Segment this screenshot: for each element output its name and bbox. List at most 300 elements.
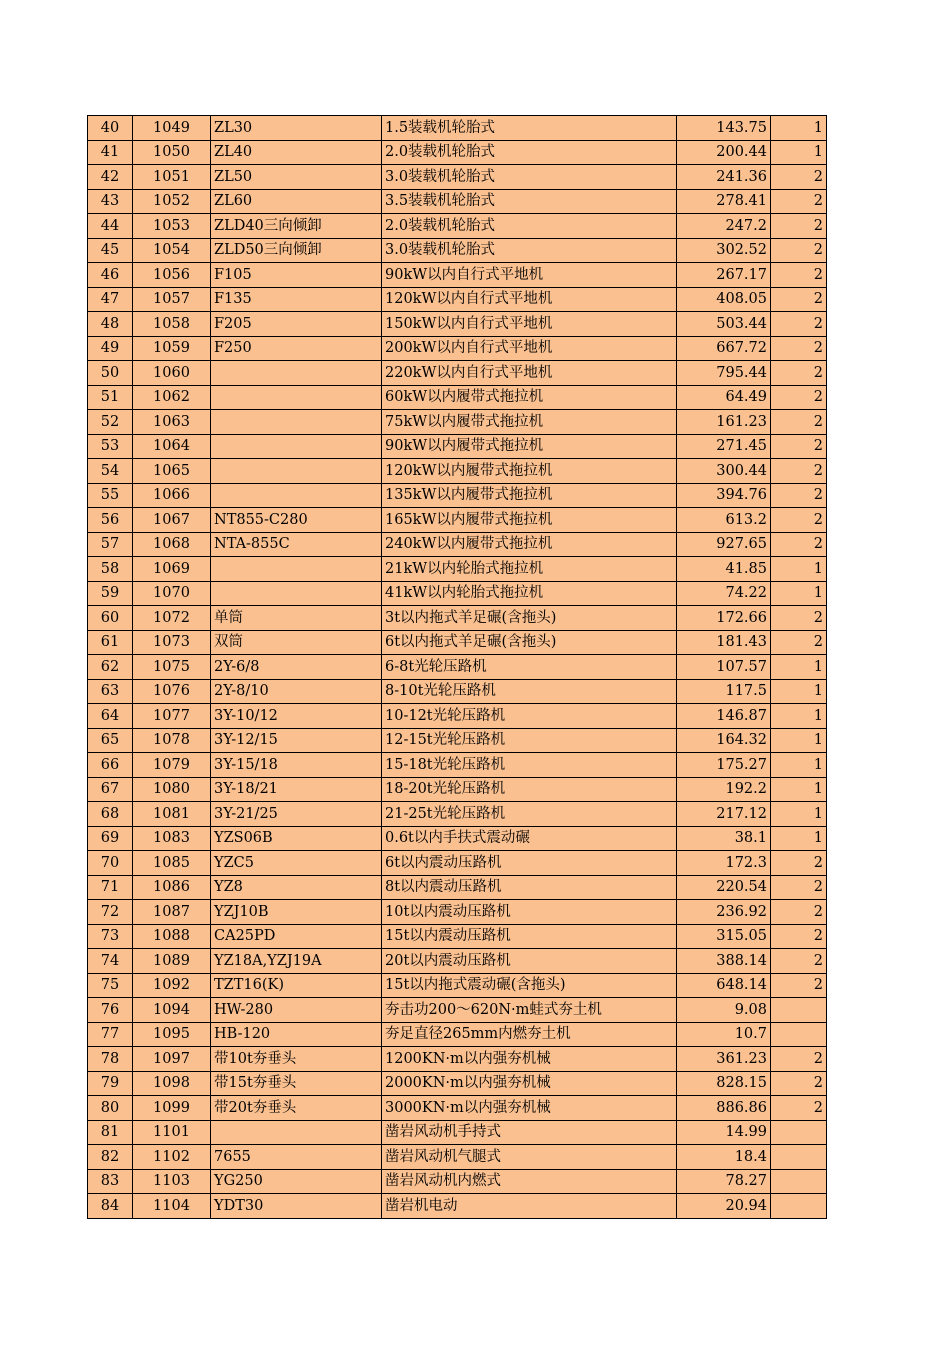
price-cell: 278.41	[677, 189, 771, 214]
code-cell: 1102	[133, 1145, 211, 1170]
machine-name-cell: 90kW以内自行式平地机	[382, 263, 677, 288]
code-cell: 1063	[133, 410, 211, 435]
model-cell: YZ18A,YZJ19A	[211, 949, 382, 974]
class-cell: 1	[771, 753, 827, 778]
class-cell	[771, 1145, 827, 1170]
class-cell: 1	[771, 802, 827, 827]
model-cell: TZT16(K)	[211, 973, 382, 998]
price-cell: 192.2	[677, 777, 771, 802]
machine-name-cell: 凿岩风动机手持式	[382, 1120, 677, 1145]
class-cell: 2	[771, 900, 827, 925]
code-cell: 1056	[133, 263, 211, 288]
price-cell: 10.7	[677, 1022, 771, 1047]
model-cell	[211, 483, 382, 508]
code-cell: 1079	[133, 753, 211, 778]
model-cell: 3Y-21/25	[211, 802, 382, 827]
class-cell: 1	[771, 116, 827, 141]
row-number-cell: 69	[88, 826, 133, 851]
class-cell: 2	[771, 875, 827, 900]
price-cell: 181.43	[677, 630, 771, 655]
class-cell: 2	[771, 924, 827, 949]
table-row	[88, 949, 827, 974]
table-row	[88, 1071, 827, 1096]
machine-name-cell: 12-15t光轮压路机	[382, 728, 677, 753]
table-row	[88, 973, 827, 998]
class-cell: 2	[771, 1096, 827, 1121]
table-row	[88, 410, 827, 435]
machine-name-cell: 6t以内拖式羊足碾(含拖头)	[382, 630, 677, 655]
row-number-cell: 58	[88, 557, 133, 582]
model-cell	[211, 1120, 382, 1145]
machine-name-cell: 15t以内震动压路机	[382, 924, 677, 949]
class-cell: 2	[771, 630, 827, 655]
machine-name-cell: 15-18t光轮压路机	[382, 753, 677, 778]
table-row	[88, 924, 827, 949]
table-row	[88, 900, 827, 925]
machine-name-cell: 20t以内震动压路机	[382, 949, 677, 974]
price-cell: 302.52	[677, 238, 771, 263]
price-cell: 271.45	[677, 434, 771, 459]
model-cell	[211, 459, 382, 484]
code-cell: 1073	[133, 630, 211, 655]
class-cell: 2	[771, 434, 827, 459]
price-cell: 408.05	[677, 287, 771, 312]
row-number-cell: 82	[88, 1145, 133, 1170]
machine-name-cell: 150kW以内自行式平地机	[382, 312, 677, 337]
machinery-price-table	[87, 115, 827, 1219]
model-cell: 带20t夯垂头	[211, 1096, 382, 1121]
code-cell: 1070	[133, 581, 211, 606]
model-cell: ZLD40三向倾卸	[211, 214, 382, 239]
row-number-cell: 77	[88, 1022, 133, 1047]
table-row	[88, 1194, 827, 1219]
machine-name-cell: 21-25t光轮压路机	[382, 802, 677, 827]
model-cell: NT855-C280	[211, 508, 382, 533]
machine-name-cell: 120kW以内履带式拖拉机	[382, 459, 677, 484]
row-number-cell: 53	[88, 434, 133, 459]
class-cell: 2	[771, 532, 827, 557]
row-number-cell: 55	[88, 483, 133, 508]
table-row	[88, 655, 827, 680]
row-number-cell: 75	[88, 973, 133, 998]
machine-name-cell: 凿岩风动机气腿式	[382, 1145, 677, 1170]
machine-name-cell: 1200KN·m以内强夯机械	[382, 1047, 677, 1072]
machine-name-cell: 夯足直径265mm内燃夯土机	[382, 1022, 677, 1047]
table-row	[88, 189, 827, 214]
model-cell: F105	[211, 263, 382, 288]
table-row	[88, 753, 827, 778]
model-cell: 带10t夯垂头	[211, 1047, 382, 1072]
table-row	[88, 557, 827, 582]
price-cell: 38.1	[677, 826, 771, 851]
class-cell	[771, 1169, 827, 1194]
model-cell: 双筒	[211, 630, 382, 655]
price-cell: 927.65	[677, 532, 771, 557]
row-number-cell: 41	[88, 140, 133, 165]
price-cell: 315.05	[677, 924, 771, 949]
model-cell: NTA-855C	[211, 532, 382, 557]
row-number-cell: 42	[88, 165, 133, 190]
price-cell: 667.72	[677, 336, 771, 361]
table-row	[88, 263, 827, 288]
machine-name-cell: 15t以内拖式震动碾(含拖头)	[382, 973, 677, 998]
model-cell	[211, 361, 382, 386]
code-cell: 1057	[133, 287, 211, 312]
table-row	[88, 802, 827, 827]
model-cell: HW-280	[211, 998, 382, 1023]
price-cell: 164.32	[677, 728, 771, 753]
code-cell: 1086	[133, 875, 211, 900]
model-cell: 7655	[211, 1145, 382, 1170]
table-row	[88, 1096, 827, 1121]
table-body	[88, 116, 827, 1219]
class-cell: 1	[771, 826, 827, 851]
table-row	[88, 704, 827, 729]
row-number-cell: 74	[88, 949, 133, 974]
class-cell: 1	[771, 655, 827, 680]
table-row	[88, 385, 827, 410]
row-number-cell: 47	[88, 287, 133, 312]
table-row	[88, 508, 827, 533]
price-cell: 172.3	[677, 851, 771, 876]
code-cell: 1066	[133, 483, 211, 508]
class-cell: 2	[771, 287, 827, 312]
price-cell: 107.57	[677, 655, 771, 680]
row-number-cell: 61	[88, 630, 133, 655]
price-cell: 886.86	[677, 1096, 771, 1121]
code-cell: 1062	[133, 385, 211, 410]
table-row	[88, 1047, 827, 1072]
row-number-cell: 80	[88, 1096, 133, 1121]
class-cell: 2	[771, 165, 827, 190]
code-cell: 1051	[133, 165, 211, 190]
price-cell: 300.44	[677, 459, 771, 484]
table-row	[88, 165, 827, 190]
price-cell: 117.5	[677, 679, 771, 704]
price-cell: 9.08	[677, 998, 771, 1023]
model-cell: ZL60	[211, 189, 382, 214]
code-cell: 1065	[133, 459, 211, 484]
class-cell: 1	[771, 581, 827, 606]
price-cell: 161.23	[677, 410, 771, 435]
price-cell: 795.44	[677, 361, 771, 386]
machine-name-cell: 夯击功200～620N·m蛙式夯土机	[382, 998, 677, 1023]
code-cell: 1053	[133, 214, 211, 239]
machine-name-cell: 0.6t以内手扶式震动碾	[382, 826, 677, 851]
code-cell: 1089	[133, 949, 211, 974]
table-row	[88, 1145, 827, 1170]
code-cell: 1058	[133, 312, 211, 337]
model-cell	[211, 385, 382, 410]
class-cell: 2	[771, 459, 827, 484]
price-cell: 247.2	[677, 214, 771, 239]
row-number-cell: 79	[88, 1071, 133, 1096]
model-cell	[211, 410, 382, 435]
code-cell: 1095	[133, 1022, 211, 1047]
price-cell: 648.14	[677, 973, 771, 998]
table-row	[88, 728, 827, 753]
table-row	[88, 312, 827, 337]
class-cell: 2	[771, 508, 827, 533]
price-cell: 18.4	[677, 1145, 771, 1170]
price-cell: 200.44	[677, 140, 771, 165]
table-row	[88, 875, 827, 900]
row-number-cell: 66	[88, 753, 133, 778]
code-cell: 1103	[133, 1169, 211, 1194]
machine-name-cell: 2000KN·m以内强夯机械	[382, 1071, 677, 1096]
class-cell: 1	[771, 679, 827, 704]
price-cell: 267.17	[677, 263, 771, 288]
code-cell: 1060	[133, 361, 211, 386]
model-cell: 单筒	[211, 606, 382, 631]
class-cell: 1	[771, 557, 827, 582]
price-cell: 361.23	[677, 1047, 771, 1072]
table-row	[88, 1169, 827, 1194]
machine-name-cell: 10-12t光轮压路机	[382, 704, 677, 729]
code-cell: 1067	[133, 508, 211, 533]
table-row	[88, 826, 827, 851]
table-row	[88, 459, 827, 484]
table-row	[88, 1120, 827, 1145]
table-row	[88, 532, 827, 557]
code-cell: 1081	[133, 802, 211, 827]
model-cell: HB-120	[211, 1022, 382, 1047]
model-cell: YZS06B	[211, 826, 382, 851]
price-cell: 172.66	[677, 606, 771, 631]
model-cell: CA25PD	[211, 924, 382, 949]
row-number-cell: 83	[88, 1169, 133, 1194]
code-cell: 1083	[133, 826, 211, 851]
machine-name-cell: 41kW以内轮胎式拖拉机	[382, 581, 677, 606]
table-row	[88, 777, 827, 802]
class-cell: 2	[771, 312, 827, 337]
table-row	[88, 630, 827, 655]
table-row	[88, 336, 827, 361]
machine-name-cell: 220kW以内自行式平地机	[382, 361, 677, 386]
model-cell: ZLD50三向倾卸	[211, 238, 382, 263]
machine-name-cell: 3.0装载机轮胎式	[382, 165, 677, 190]
model-cell: 带15t夯垂头	[211, 1071, 382, 1096]
price-cell: 143.75	[677, 116, 771, 141]
code-cell: 1054	[133, 238, 211, 263]
model-cell: 2Y-8/10	[211, 679, 382, 704]
price-cell: 828.15	[677, 1071, 771, 1096]
row-number-cell: 59	[88, 581, 133, 606]
table-row	[88, 679, 827, 704]
row-number-cell: 70	[88, 851, 133, 876]
model-cell: 3Y-12/15	[211, 728, 382, 753]
class-cell: 2	[771, 238, 827, 263]
class-cell: 2	[771, 949, 827, 974]
row-number-cell: 78	[88, 1047, 133, 1072]
row-number-cell: 67	[88, 777, 133, 802]
code-cell: 1052	[133, 189, 211, 214]
price-cell: 241.36	[677, 165, 771, 190]
class-cell: 2	[771, 1047, 827, 1072]
model-cell: F205	[211, 312, 382, 337]
code-cell: 1076	[133, 679, 211, 704]
model-cell: F135	[211, 287, 382, 312]
price-cell: 217.12	[677, 802, 771, 827]
model-cell: 3Y-18/21	[211, 777, 382, 802]
price-cell: 503.44	[677, 312, 771, 337]
code-cell: 1099	[133, 1096, 211, 1121]
class-cell: 2	[771, 385, 827, 410]
row-number-cell: 48	[88, 312, 133, 337]
class-cell: 2	[771, 483, 827, 508]
row-number-cell: 65	[88, 728, 133, 753]
table-row	[88, 287, 827, 312]
machine-name-cell: 2.0装载机轮胎式	[382, 214, 677, 239]
machine-name-cell: 165kW以内履带式拖拉机	[382, 508, 677, 533]
class-cell	[771, 1194, 827, 1219]
price-cell: 146.87	[677, 704, 771, 729]
machine-name-cell: 200kW以内自行式平地机	[382, 336, 677, 361]
machine-name-cell: 6-8t光轮压路机	[382, 655, 677, 680]
table-row	[88, 851, 827, 876]
table-row	[88, 434, 827, 459]
machine-name-cell: 2.0装载机轮胎式	[382, 140, 677, 165]
code-cell: 1085	[133, 851, 211, 876]
code-cell: 1078	[133, 728, 211, 753]
code-cell: 1104	[133, 1194, 211, 1219]
class-cell: 2	[771, 189, 827, 214]
class-cell: 2	[771, 1071, 827, 1096]
model-cell: 3Y-10/12	[211, 704, 382, 729]
code-cell: 1050	[133, 140, 211, 165]
code-cell: 1077	[133, 704, 211, 729]
class-cell	[771, 1120, 827, 1145]
row-number-cell: 50	[88, 361, 133, 386]
price-cell: 613.2	[677, 508, 771, 533]
table-row	[88, 361, 827, 386]
row-number-cell: 81	[88, 1120, 133, 1145]
code-cell: 1049	[133, 116, 211, 141]
class-cell: 2	[771, 263, 827, 288]
machine-name-cell: 240kW以内履带式拖拉机	[382, 532, 677, 557]
code-cell: 1087	[133, 900, 211, 925]
class-cell	[771, 1022, 827, 1047]
class-cell: 2	[771, 214, 827, 239]
row-number-cell: 46	[88, 263, 133, 288]
row-number-cell: 71	[88, 875, 133, 900]
row-number-cell: 40	[88, 116, 133, 141]
code-cell: 1059	[133, 336, 211, 361]
row-number-cell: 62	[88, 655, 133, 680]
machine-name-cell: 凿岩机电动	[382, 1194, 677, 1219]
model-cell: YZJ10B	[211, 900, 382, 925]
code-cell: 1064	[133, 434, 211, 459]
row-number-cell: 63	[88, 679, 133, 704]
table-row	[88, 1022, 827, 1047]
model-cell: F250	[211, 336, 382, 361]
class-cell: 1	[771, 728, 827, 753]
class-cell: 2	[771, 410, 827, 435]
model-cell: YDT30	[211, 1194, 382, 1219]
class-cell: 1	[771, 140, 827, 165]
class-cell: 1	[771, 777, 827, 802]
row-number-cell: 76	[88, 998, 133, 1023]
price-cell: 388.14	[677, 949, 771, 974]
price-cell: 78.27	[677, 1169, 771, 1194]
code-cell: 1097	[133, 1047, 211, 1072]
table-row	[88, 140, 827, 165]
row-number-cell: 56	[88, 508, 133, 533]
machine-name-cell: 3.0装载机轮胎式	[382, 238, 677, 263]
code-cell: 1072	[133, 606, 211, 631]
row-number-cell: 84	[88, 1194, 133, 1219]
code-cell: 1094	[133, 998, 211, 1023]
row-number-cell: 60	[88, 606, 133, 631]
price-cell: 74.22	[677, 581, 771, 606]
row-number-cell: 51	[88, 385, 133, 410]
model-cell: ZL30	[211, 116, 382, 141]
machine-name-cell: 1.5装载机轮胎式	[382, 116, 677, 141]
table-row	[88, 116, 827, 141]
model-cell: 3Y-15/18	[211, 753, 382, 778]
machine-name-cell: 3000KN·m以内强夯机械	[382, 1096, 677, 1121]
code-cell: 1075	[133, 655, 211, 680]
machine-name-cell: 8t以内震动压路机	[382, 875, 677, 900]
model-cell: YG250	[211, 1169, 382, 1194]
class-cell: 2	[771, 973, 827, 998]
model-cell: ZL40	[211, 140, 382, 165]
row-number-cell: 52	[88, 410, 133, 435]
machine-name-cell: 6t以内震动压路机	[382, 851, 677, 876]
row-number-cell: 43	[88, 189, 133, 214]
row-number-cell: 45	[88, 238, 133, 263]
price-cell: 394.76	[677, 483, 771, 508]
row-number-cell: 49	[88, 336, 133, 361]
price-cell: 220.54	[677, 875, 771, 900]
code-cell: 1098	[133, 1071, 211, 1096]
code-cell: 1101	[133, 1120, 211, 1145]
model-cell	[211, 557, 382, 582]
machine-name-cell: 3t以内拖式羊足碾(含拖头)	[382, 606, 677, 631]
machine-name-cell: 90kW以内履带式拖拉机	[382, 434, 677, 459]
row-number-cell: 57	[88, 532, 133, 557]
class-cell: 2	[771, 361, 827, 386]
machine-name-cell: 10t以内震动压路机	[382, 900, 677, 925]
machine-name-cell: 3.5装载机轮胎式	[382, 189, 677, 214]
machine-name-cell: 75kW以内履带式拖拉机	[382, 410, 677, 435]
class-cell: 2	[771, 851, 827, 876]
price-cell: 14.99	[677, 1120, 771, 1145]
code-cell: 1080	[133, 777, 211, 802]
model-cell: YZ8	[211, 875, 382, 900]
price-cell: 20.94	[677, 1194, 771, 1219]
row-number-cell: 68	[88, 802, 133, 827]
code-cell: 1069	[133, 557, 211, 582]
class-cell	[771, 998, 827, 1023]
table-row	[88, 606, 827, 631]
model-cell	[211, 434, 382, 459]
model-cell	[211, 581, 382, 606]
code-cell: 1088	[133, 924, 211, 949]
model-cell: ZL50	[211, 165, 382, 190]
table-row	[88, 214, 827, 239]
code-cell: 1068	[133, 532, 211, 557]
machine-name-cell: 18-20t光轮压路机	[382, 777, 677, 802]
row-number-cell: 64	[88, 704, 133, 729]
model-cell: YZC5	[211, 851, 382, 876]
class-cell: 1	[771, 704, 827, 729]
table-row	[88, 483, 827, 508]
row-number-cell: 73	[88, 924, 133, 949]
row-number-cell: 44	[88, 214, 133, 239]
machine-name-cell: 21kW以内轮胎式拖拉机	[382, 557, 677, 582]
table-row	[88, 238, 827, 263]
